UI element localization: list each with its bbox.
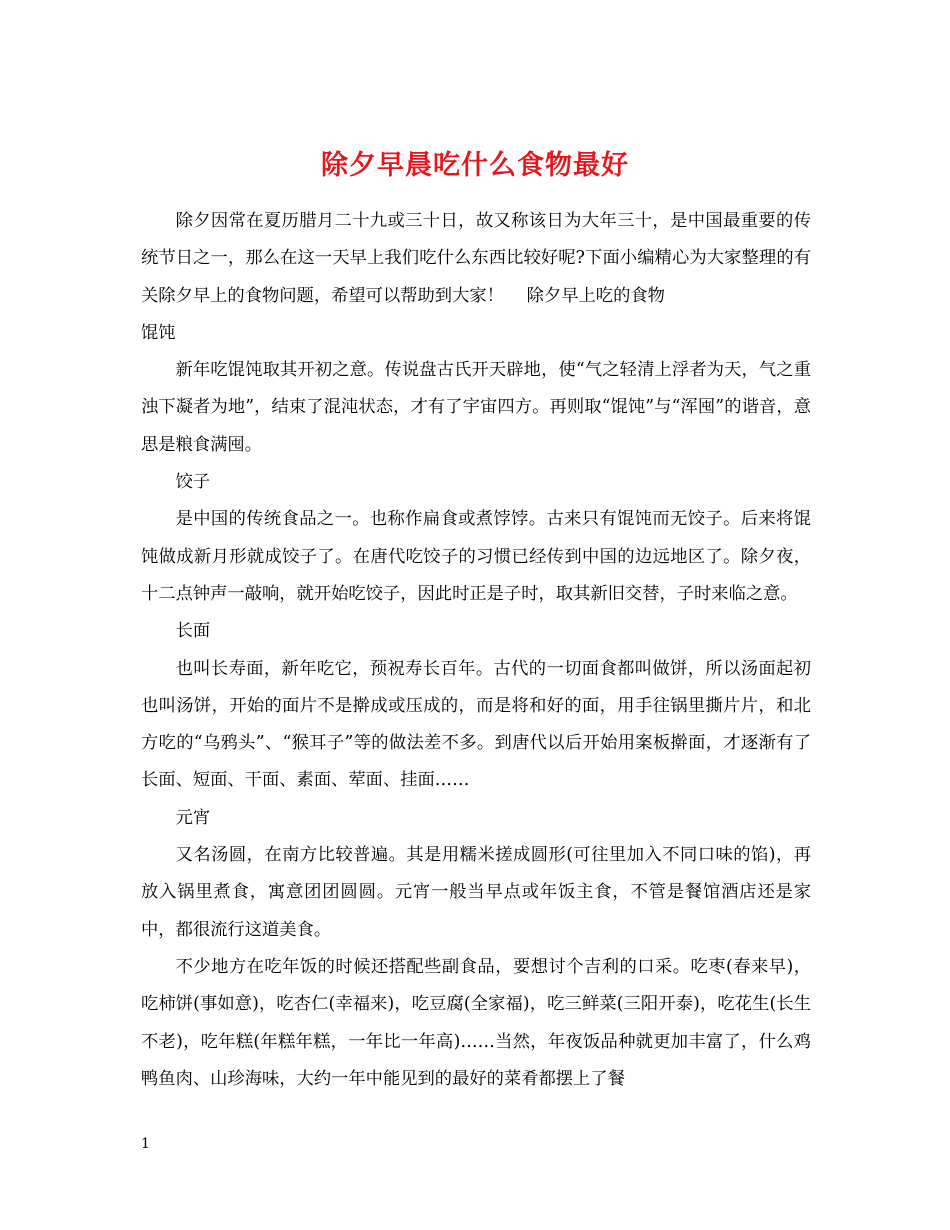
paragraph-huntun: 新年吃馄饨取其开初之意。传说盘古氏开天辟地，使“气之轻清上浮者为天，气之重浊下凝者为地”，结束了混沌状态，才有了宇宙四方。再则取“馄饨”与“浑囤”的谐音，意思是粮食满囤。: [141, 360, 811, 455]
paragraph-side-dishes: 不少地方在吃年饭的时候还搭配些副食品，要想讨个吉利的口采。吃枣(春来早)，吃柿饼(事如意)，吃杏仁(幸福来)，吃豆腐(全家福)，吃三鲜菜(三阳开泰)，吃花生(长生不老)，吃年糕(年糕年糕，一年比一年高)……当然，年夜饭品种就更加丰富了，什么鸡鸭鱼肉、山珍海味，大约一年中能见到的最好的菜肴都摆上了餐: [141, 956, 811, 1089]
document-body: [141, 203, 811, 1098]
intro-paragraph: 除夕因常在夏历腊月二十九或三十日，故又称该日为大年三十，是中国最重要的传统节日之一，那么在这一天早上我们吃什么东西比较好呢?下面小编精心为大家整理的有关除夕早上的食物问题，希望可以帮助到大家！ 除夕早上吃的食物: [141, 211, 811, 306]
document-title: 除夕早晨吃什么食物最好: [321, 150, 629, 182]
heading-yuanxiao: 元宵: [175, 807, 211, 828]
page-number: 1: [141, 1136, 150, 1152]
heading-jiaozi: 饺子: [175, 472, 211, 493]
paragraph-jiaozi: 是中国的传统食品之一。也称作扁食或煮饽饽。古来只有馄饨而无饺子。后来将馄饨做成新月形就成饺子了。在唐代吃饺子的习惯已经传到中国的边远地区了。除夕夜，十二点钟声一敲响，就开始吃饺子，因此时正是子时，取其新旧交替，子时来临之意。: [141, 509, 811, 604]
paragraph-yuanxiao: 又名汤圆，在南方比较普遍。其是用糯米搓成圆形(可往里加入不同口味的馅)，再放入锅里煮食，寓意团团圆圆。元宵一般当早点或年饭主食，不管是餐馆酒店还是家中，都很流行这道美食。: [141, 845, 811, 940]
paragraph-changmian: 也叫长寿面，新年吃它，预祝寿长百年。古代的一切面食都叫做饼，所以汤面起初也叫汤饼，开始的面片不是擀成或压成的，而是将和好的面，用手往锅里撕片片，和北方吃的“乌鸦头”、“猴耳子”等的做法差不多。到唐代以后开始用案板擀面，才逐渐有了长面、短面、干面、素面、荤面、挂面……: [141, 658, 811, 791]
heading-changmian: 长面: [175, 621, 211, 642]
heading-huntun: 馄饨: [141, 322, 176, 343]
